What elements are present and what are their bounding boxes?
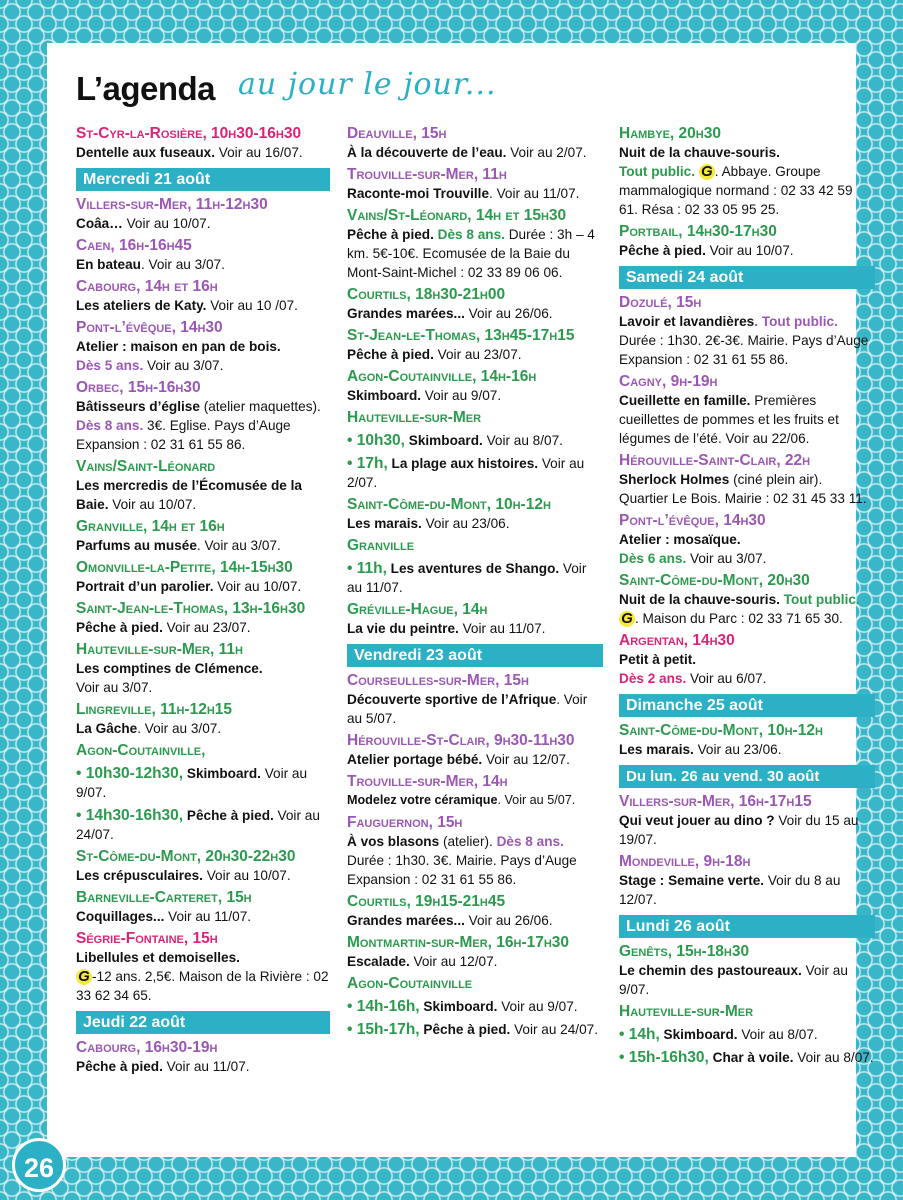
entry-place: Omonville-la-Petite, 14h-15h30: [76, 559, 293, 576]
agenda-column-1: [76, 124, 330, 1079]
entry-place: Mondeville, 9h-18h: [619, 853, 751, 870]
agenda-entry: [347, 495, 603, 533]
entry-place: Cabourg, 14h et 16h: [76, 278, 218, 295]
entry-place: Dozulé, 15h: [619, 294, 702, 311]
entry-place: St-Jean-le-Thomas, 13h45-17h15: [347, 327, 575, 344]
entry-place: Agon-Coutainville,: [76, 742, 206, 759]
entry-description: Les crépusculaires. Voir au 10/07.: [76, 868, 291, 883]
entry-description: Pêche à pied. Voir au 23/07.: [347, 347, 522, 362]
entry-description: Dentelle aux fuseaux. Voir au 16/07.: [76, 145, 303, 160]
entry-description: Pêche à pied. Voir au 23/07.: [76, 620, 251, 635]
entry-description: Coâa… Voir au 10/07.: [76, 216, 211, 231]
agenda-entry: [347, 974, 603, 1039]
agenda-entry: [76, 847, 330, 885]
entry-description: Skimboard. Voir au 9/07.: [347, 388, 502, 403]
entry-description: Nuit de la chauve-souris. Tout public. G . Abbaye. Groupe mammalogique normand : 02 33 42 59 61. Résa : 02 33 05 95 25.: [619, 145, 853, 217]
entry-place: Pont-l’évêque, 14h30: [76, 319, 223, 336]
entry-place: Courseulles-sur-Mer, 15h: [347, 672, 529, 689]
entry-description: Nuit de la chauve-souris. Tout public. G . Maison du Parc : 02 33 71 65 30.: [619, 592, 860, 627]
entry-place: Agon-Coutainville: [347, 975, 473, 992]
agenda-entry: [619, 631, 875, 688]
agenda-entry: [619, 721, 875, 759]
entry-place: Hérouville-Saint-Clair, 22h: [619, 452, 811, 469]
agenda-entry: [76, 558, 330, 596]
free-entry-icon: G: [76, 969, 92, 985]
day-header: Vendredi 23 août: [347, 644, 603, 667]
entry-description: Pêche à pied. Voir au 11/07.: [76, 1059, 250, 1074]
entry-place: Barneville-Carteret, 15h: [76, 889, 252, 906]
entry-place: St-Cyr-la-Rosière, 10h30-16h30: [76, 125, 302, 142]
agenda-entry: [619, 1002, 875, 1067]
agenda-entry: [347, 206, 603, 282]
agenda-entry: [347, 772, 603, 810]
entry-session: • 15h-16h30, Char à voile. Voir au 8/07.: [619, 1049, 874, 1066]
day-header: Lundi 26 août: [619, 915, 875, 938]
entry-place: Lingreville, 11h-12h15: [76, 701, 233, 718]
entry-description: Raconte-moi Trouville. Voir au 11/07.: [347, 186, 580, 201]
entry-description: Les comptines de Clémence. Voir au 3/07.: [76, 661, 263, 695]
entry-session: • 17h, La plage aux histoires. Voir au 2/07.: [347, 455, 585, 490]
agenda-entry: [619, 222, 875, 260]
agenda-entry: [347, 933, 603, 971]
agenda-entry: [347, 326, 603, 364]
agenda-column-3: [619, 124, 875, 1070]
entry-description: Lavoir et lavandières. Tout public. Durée : 1h30. 2€-3€. Mairie. Pays d’Auge Expansion : 02 31 61 55 86.: [619, 314, 869, 367]
entry-description: Cueillette en famille. Premières cueillettes de pommes et les fruits et légumes de l’été. Voir au 22/06.: [619, 393, 839, 446]
agenda-entry: [76, 741, 330, 844]
agenda-entry: [619, 571, 875, 628]
agenda-entry: [619, 942, 875, 999]
entry-description: Les ateliers de Katy. Voir au 10 /07.: [76, 298, 298, 313]
agenda-entry: [619, 451, 875, 508]
entry-description: Grandes marées... Voir au 26/06.: [347, 913, 553, 928]
entry-place: Saint-Jean-le-Thomas, 13h-16h30: [76, 600, 306, 617]
entry-description: Atelier : mosaïque. Dès 6 ans. Voir au 3/07.: [619, 532, 767, 566]
entry-description: Portrait d’un parolier. Voir au 10/07.: [76, 579, 302, 594]
entry-session: • 14h30-16h30, Pêche à pied. Voir au 24/07.: [76, 807, 320, 842]
entry-session: • 10h30, Skimboard. Voir au 8/07.: [347, 432, 563, 449]
agenda-entry: [347, 124, 603, 162]
agenda-entry: [347, 367, 603, 405]
entry-place: Trouville-sur-Mer, 11h: [347, 166, 507, 183]
entry-place: Fauguernon, 15h: [347, 814, 463, 831]
entry-place: Cabourg, 16h30-19h: [76, 1039, 218, 1056]
entry-place: Genêts, 15h-18h30: [619, 943, 750, 960]
entry-place: Granville: [347, 537, 415, 554]
entry-place: Saint-Côme-du-Mont, 20h30: [619, 572, 810, 589]
free-entry-icon: G: [699, 164, 715, 180]
agenda-entry: [619, 511, 875, 568]
agenda-entry: [76, 318, 330, 375]
agenda-entry: [619, 792, 875, 849]
agenda-entry: [76, 888, 330, 926]
entry-description: Parfums au musée. Voir au 3/07.: [76, 538, 281, 553]
entry-description: À la découverte de l’eau. Voir au 2/07.: [347, 145, 587, 160]
entry-description: Découverte sportive de l’Afrique. Voir au 5/07.: [347, 692, 588, 726]
entry-description: Sherlock Holmes (ciné plein air). Quartier Le Bois. Mairie : 02 31 45 33 11.: [619, 472, 867, 506]
entry-place: Courtils, 18h30-21h00: [347, 286, 506, 303]
agenda-entry: [76, 929, 330, 1005]
entry-description: Les mercredis de l’Écomusée de la Baie. Voir au 10/07.: [76, 478, 302, 512]
entry-place: Pont-l’évêque, 14h30: [619, 512, 766, 529]
agenda-entry: [76, 378, 330, 454]
entry-description: Petit à petit. Dès 2 ans. Voir au 6/07.: [619, 652, 767, 686]
entry-place: St-Côme-du-Mont, 20h30-22h30: [76, 848, 296, 865]
entry-place: Ségrie-Fontaine, 15h: [76, 930, 218, 947]
agenda-entry: [347, 165, 603, 203]
agenda-entry: [76, 195, 330, 233]
entry-description: Le chemin des pastoureaux. Voir au 9/07.: [619, 963, 848, 997]
entry-session: • 14h, Skimboard. Voir au 8/07.: [619, 1026, 818, 1043]
agenda-entry: [619, 293, 875, 369]
entry-session: • 14h-16h, Skimboard. Voir au 9/07.: [347, 998, 578, 1015]
entry-description: En bateau. Voir au 3/07.: [76, 257, 225, 272]
agenda-entry: [347, 600, 603, 638]
entry-description: À vos blasons (atelier). Dès 8 ans. Durée : 1h30. 3€. Mairie. Pays d’Auge Expansion : 02 31 61 55 86.: [347, 834, 577, 887]
agenda-entry: [76, 700, 330, 738]
entry-place: Orbec, 15h-16h30: [76, 379, 201, 396]
entry-place: Villers-sur-Mer, 11h-12h30: [76, 196, 268, 213]
entry-place: Saint-Côme-du-Mont, 10h-12h: [619, 722, 823, 739]
agenda-entry: [347, 813, 603, 889]
entry-description: Coquillages... Voir au 11/07.: [76, 909, 252, 924]
page-number: 26: [12, 1138, 66, 1192]
entry-session: • 15h-17h, Pêche à pied. Voir au 24/07.: [347, 1021, 598, 1038]
entry-description: Libellules et demoiselles. G -12 ans. 2,5€. Maison de la Rivière : 02 33 62 34 65.: [76, 950, 329, 1003]
entry-place: Courtils, 19h15-21h45: [347, 893, 506, 910]
entry-description: La vie du peintre. Voir au 11/07.: [347, 621, 546, 636]
entry-place: Vains/St-Léonard, 14h et 15h30: [347, 207, 567, 224]
agenda-entry: [76, 1038, 330, 1076]
page-subtitle: au jour le jour...: [238, 67, 497, 102]
entry-place: Montmartin-sur-Mer, 16h-17h30: [347, 934, 570, 951]
entry-description: Grandes marées... Voir au 26/06.: [347, 306, 553, 321]
day-header: Du lun. 26 au vend. 30 août: [619, 765, 875, 788]
agenda-entry: [347, 536, 603, 597]
entry-session: • 10h30-12h30, Skimboard. Voir au 9/07.: [76, 765, 308, 800]
entry-place: Granville, 14h et 16h: [76, 518, 225, 535]
entry-description: Bâtisseurs d’église (atelier maquettes). Dès 8 ans. 3€. Eglise. Pays d’Auge Expansion : 02 31 61 55 86.: [76, 399, 321, 452]
entry-place: Saint-Côme-du-Mont, 10h-12h: [347, 496, 551, 513]
entry-description: Pêche à pied. Dès 8 ans. Durée : 3h – 4 km. 5€-10€. Ecomusée de la Baie du Mont-Saint-Michel : 02 33 89 06 06.: [347, 227, 595, 280]
entry-place: Vains/Saint-Léonard: [76, 458, 216, 475]
day-header: Samedi 24 août: [619, 266, 875, 289]
agenda-entry: [347, 285, 603, 323]
entry-place: Caen, 16h-16h45: [76, 237, 192, 254]
agenda-entry: [347, 408, 603, 492]
entry-description: Qui veut jouer au dino ? Voir du 15 au 19/07.: [619, 813, 859, 847]
agenda-entry: [76, 124, 330, 162]
agenda-entry: [619, 852, 875, 909]
entry-session: • 11h, Les aventures de Shango. Voir au 11/07.: [347, 560, 587, 595]
entry-place: Portbail, 14h30-17h30: [619, 223, 777, 240]
day-header: Mercredi 21 août: [76, 168, 330, 191]
entry-place: Argentan, 14h30: [619, 632, 735, 649]
free-entry-icon: G: [619, 611, 635, 627]
entry-description: Modelez votre céramique. Voir au 5/07.: [347, 793, 576, 807]
entry-place: Agon-Coutainville, 14h-16h: [347, 368, 537, 385]
entry-description: La Gâche. Voir au 3/07.: [76, 721, 222, 736]
agenda-entry: [76, 517, 330, 555]
entry-description: Les marais. Voir au 23/06.: [347, 516, 510, 531]
entry-description: Atelier portage bébé. Voir au 12/07.: [347, 752, 570, 767]
entry-place: Deauville, 15h: [347, 125, 447, 142]
entry-place: Hambye, 20h30: [619, 125, 721, 142]
agenda-entry: [347, 892, 603, 930]
entry-place: Hauteville-sur-Mer: [619, 1003, 754, 1020]
entry-place: Gréville-Hague, 14h: [347, 601, 488, 618]
entry-description: Escalade. Voir au 12/07.: [347, 954, 498, 969]
entry-description: Pêche à pied. Voir au 10/07.: [619, 243, 794, 258]
agenda-entry: [619, 372, 875, 448]
agenda-entry: [76, 457, 330, 514]
entry-description: Atelier : maison en pan de bois. Dès 5 ans. Voir au 3/07.: [76, 339, 281, 373]
agenda-entry: [347, 731, 603, 769]
agenda-entry: [76, 236, 330, 274]
day-header: Jeudi 22 août: [76, 1011, 330, 1034]
agenda-entry: [347, 671, 603, 728]
entry-place: Hérouville-St-Clair, 9h30-11h30: [347, 732, 575, 749]
day-header: Dimanche 25 août: [619, 694, 875, 717]
agenda-entry: [76, 640, 330, 697]
entry-description: Les marais. Voir au 23/06.: [619, 742, 782, 757]
entry-place: Hauteville-sur-Mer, 11h: [76, 641, 243, 658]
entry-place: Trouville-sur-Mer, 14h: [347, 773, 508, 790]
entry-place: Cagny, 9h-19h: [619, 373, 718, 390]
agenda-entry: [76, 277, 330, 315]
entry-place: Hauteville-sur-Mer: [347, 409, 482, 426]
entry-place: Villers-sur-Mer, 16h-17h15: [619, 793, 812, 810]
entry-description: Stage : Semaine verte. Voir du 8 au 12/07.: [619, 873, 841, 907]
agenda-column-2: [347, 124, 603, 1042]
agenda-entry: [76, 599, 330, 637]
page-title: L’agenda: [76, 70, 216, 107]
agenda-entry: [619, 124, 875, 219]
